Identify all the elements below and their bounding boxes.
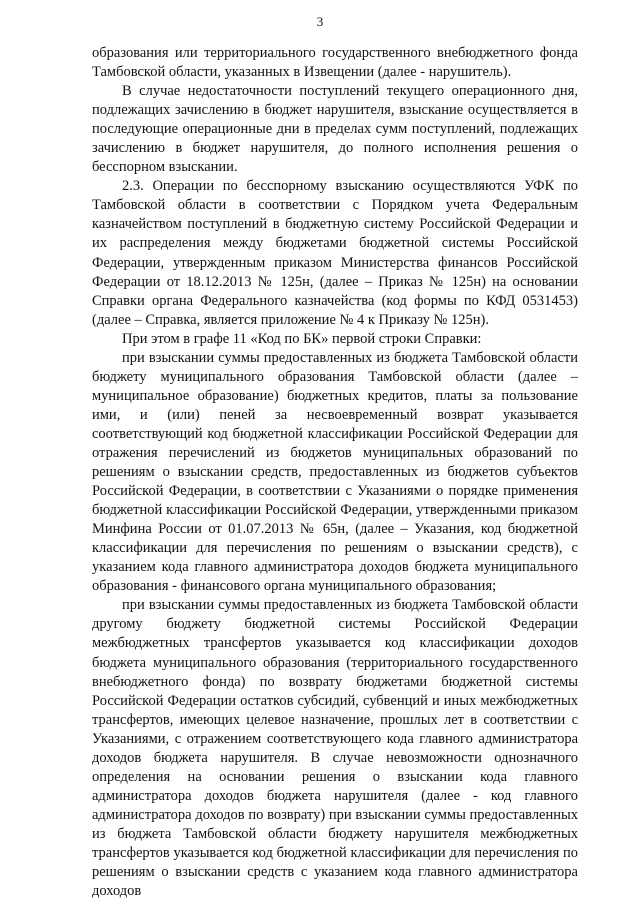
document-body	[92, 44, 578, 901]
page-number: 3	[316, 14, 324, 29]
paragraph-column-11: При этом в графе 11 «Код по БК» первой строки Справки:	[122, 330, 482, 347]
paragraph-budget-credits: при взыскании суммы предоставленных из бюджета Тамбовской области бюджету муниципального образования Тамбовской области (далее – муниципальное образование) бюджетных кредитов, платы за пользование ими, и (или) пеней за несвоевременный возврат указывается соответствующий код бюджетной классификации Российской Федерации для отражения перечислений из бюджетов муниципальных образований по решениям о взыскании средств, предоставленных из бюджетов субъектов Российской Федерации, в соответствии с Указаниями о порядке применения бюджетной классификации Российской Федерации, утвержденными приказом Минфина России от 01.07.2013 № 65н, (далее – Указания, код бюджетной классификации для перечисления по решениям о взыскании средств), с указанием кода главного администратора доходов бюджета муниципального образования - финансового органа муниципального образования;	[92, 349, 578, 595]
paragraph-2-3-operations: 2.3. Операции по бесспорному взысканию осуществляются УФК по Тамбовской области в соответствии с Порядком учета Федеральным казначейством поступлений в бюджетную систему Российской Федерации и их распределения между бюджетами бюджетной системы Российской Федерации, утвержденным приказом Министерства финансов Российской Федерации от 18.12.2013 № 125н, (далее – Приказ № 125н) на основании Справки органа Федерального казначейства (код формы по КФД 0531453) (далее – Справка, является приложение № 4 к Приказу № 125н).	[92, 178, 578, 328]
paragraph-insufficient-receipts: В случае недостаточности поступлений текущего операционного дня, подлежащих зачислению в бюджет нарушителя, взыскание осуществляется в последующие операционные дни в пределах сумм поступлений, подлежащих зачислению в бюджет нарушителя, до полного исполнения решения о бесспорном взыскании.	[92, 83, 578, 176]
paragraph-interbudget-transfers: при взыскании суммы предоставленных из бюджета Тамбовской области другому бюджету бюджетной системы Российской Федерации межбюджетных трансфертов указывается код классификации доходов бюджета муниципального образования (территориального государственного внебюджетного фонда) по возврату бюджетами бюджетной системы Российской Федерации остатков субсидий, субвенций и иных межбюджетных трансфертов, имеющих целевое назначение, прошлых лет в соответствии с Указаниями, с отражением соответствующего кода главного администратора доходов бюджета нарушителя. В случае невозможности однозначного определения на основании решения о взыскании кода главного администратора доходов бюджета нарушителя (далее - код главного администратора доходов по возврату) при взыскании суммы предоставленных из бюджета Тамбовской области бюджету нарушителя межбюджетных трансфертов указывается код бюджетной классификации для перечисления по решениям о взыскании средств с указанием кода главного администратора доходов	[92, 597, 578, 900]
paragraph-continuation: образования или территориального государственного внебюджетного фонда Тамбовской области, указанных в Извещении (далее - нарушитель).	[92, 45, 578, 81]
